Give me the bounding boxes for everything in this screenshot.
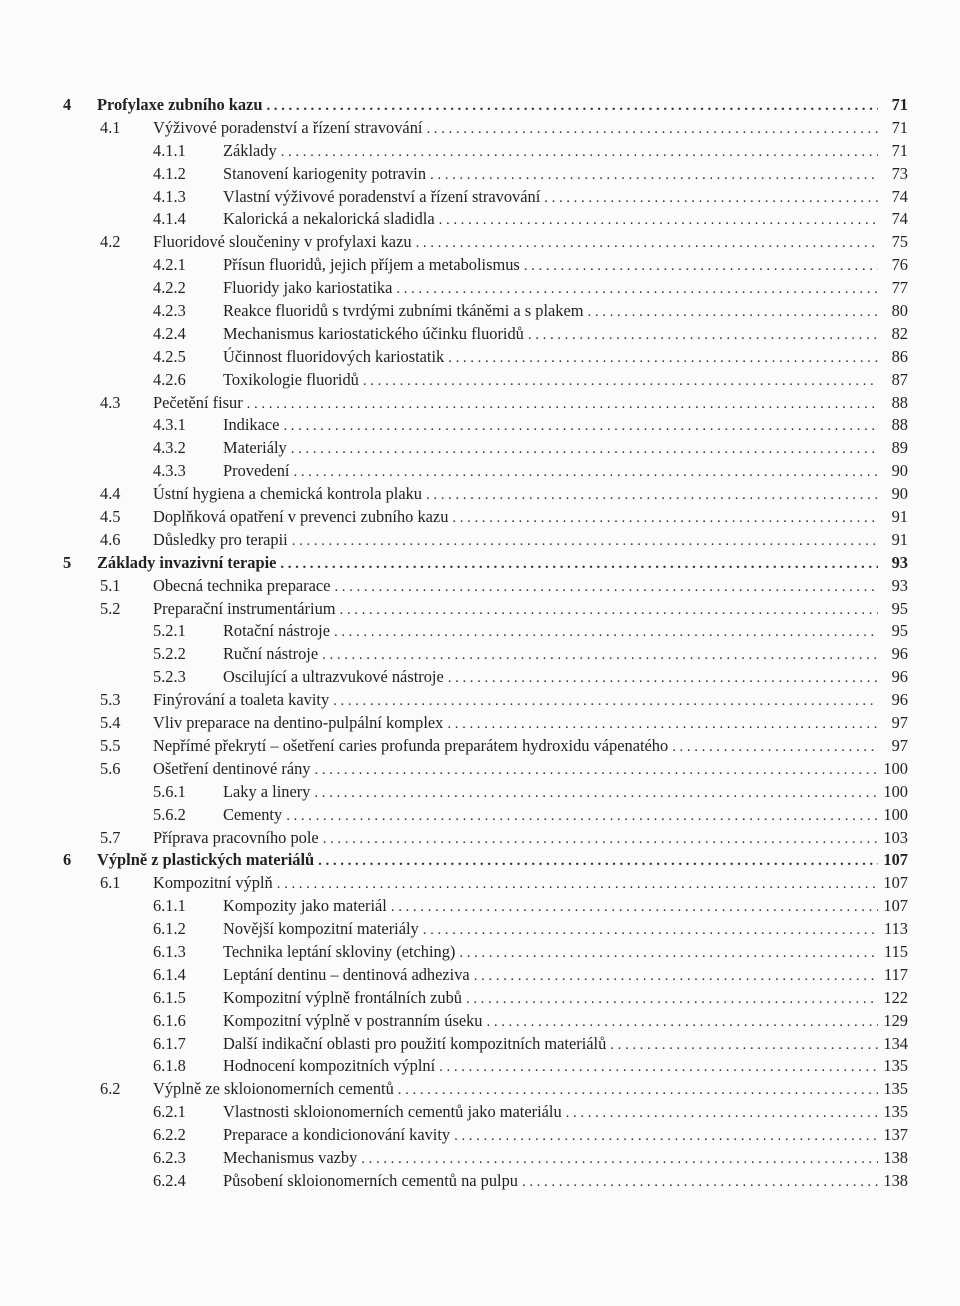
toc-entry-number: 4.5 — [100, 507, 121, 527]
toc-leader-dots — [610, 1034, 878, 1057]
toc-entry-title: Preparační instrumentárium — [153, 598, 336, 618]
toc-entry-page: 100 — [883, 758, 908, 778]
toc-leader-dots — [439, 209, 878, 232]
toc-entry-number: 4 — [63, 95, 72, 114]
toc-leader-dots — [566, 1102, 878, 1125]
toc-leader-dots — [416, 232, 878, 255]
toc-leader-dots — [363, 370, 878, 393]
toc-entry-title: Doplňková opatření v prevenci zubního kazu — [153, 507, 449, 527]
toc-entry-number: 6.2.3 — [153, 1147, 186, 1167]
toc-entry-page: 134 — [883, 1033, 908, 1053]
toc-leader-dots — [466, 988, 878, 1011]
toc-entry-title: Vlastní výživové poradenství a řízení stravování — [223, 186, 541, 206]
toc-leader-dots — [281, 141, 878, 164]
toc-entry-title: Stanovení kariogenity potravin — [223, 163, 427, 183]
toc-entry-page: 82 — [891, 323, 908, 343]
toc-entry-page: 93 — [891, 575, 908, 595]
toc-entry-page: 73 — [891, 163, 908, 183]
toc-entry-title-wrap — [223, 323, 878, 347]
toc-entry-title-wrap — [153, 598, 878, 622]
toc-leader-dots — [334, 576, 878, 599]
toc-entry-title: Oscilující a ultrazvukové nástroje — [223, 667, 444, 687]
toc-entry — [0, 254, 960, 277]
toc-entry-page: 97 — [891, 735, 908, 755]
toc-entry-page: 96 — [891, 644, 908, 664]
toc-entry-page: 107 — [883, 896, 908, 916]
toc-entry-page: 138 — [883, 1147, 908, 1167]
toc-leader-dots — [318, 850, 878, 873]
toc-entry-title-wrap — [223, 163, 878, 187]
toc-entry — [0, 620, 960, 643]
toc-leader-dots — [361, 1148, 878, 1171]
toc-entry-page: 76 — [891, 255, 908, 275]
toc-leader-dots — [322, 644, 878, 667]
toc-entry — [0, 1170, 960, 1193]
toc-entry-title: Ošetření dentinové rány — [153, 758, 311, 778]
toc-leader-dots — [291, 438, 878, 461]
table-of-contents — [0, 94, 960, 1193]
toc-entry-number: 5.6.1 — [153, 781, 186, 801]
toc-entry-number: 4.2.2 — [153, 278, 186, 298]
toc-entry-number: 6.1.1 — [153, 896, 186, 916]
toc-leader-dots — [588, 301, 878, 324]
toc-entry-title: Základy — [223, 140, 277, 160]
toc-entry-page: 71 — [891, 117, 908, 137]
toc-entry-title-wrap — [153, 712, 878, 736]
toc-entry-title: Kompozitní výplň — [153, 873, 273, 893]
toc-leader-dots — [293, 461, 878, 484]
toc-entry-page: 113 — [884, 919, 908, 939]
toc-entry-number: 5.2.2 — [153, 644, 186, 664]
toc-entry — [0, 552, 960, 575]
toc-entry-title: Přísun fluoridů, jejich příjem a metabolismus — [223, 255, 520, 275]
toc-entry — [0, 483, 960, 506]
toc-entry-number: 6.1.4 — [153, 964, 186, 984]
toc-entry-title-wrap — [153, 506, 878, 530]
toc-entry-title: Mechanismus vazby — [223, 1147, 358, 1167]
toc-entry-page: 129 — [883, 1010, 908, 1030]
toc-entry-title: Kompozity jako materiál — [223, 896, 387, 916]
toc-entry-page: 88 — [891, 392, 908, 412]
toc-entry-title-wrap — [153, 483, 878, 507]
toc-entry-page: 103 — [883, 827, 908, 847]
toc-entry — [0, 735, 960, 758]
toc-leader-dots — [323, 828, 878, 851]
toc-entry-title-wrap — [97, 94, 878, 118]
toc-entry-number: 5.7 — [100, 827, 121, 847]
toc-entry-number: 4.2.5 — [153, 346, 186, 366]
toc-leader-dots — [314, 782, 878, 805]
toc-entry-number: 5.1 — [100, 575, 121, 595]
toc-entry — [0, 506, 960, 529]
toc-entry — [0, 1055, 960, 1078]
toc-entry-title: Finýrování a toaleta kavity — [153, 690, 330, 710]
toc-entry-title-wrap — [223, 666, 878, 690]
toc-entry — [0, 94, 960, 117]
toc-entry-number: 6.1.3 — [153, 941, 186, 961]
toc-entry — [0, 895, 960, 918]
toc-entry-title: Příprava pracovního pole — [153, 827, 319, 847]
toc-leader-dots — [423, 919, 878, 942]
toc-leader-dots — [448, 347, 878, 370]
toc-entry — [0, 1033, 960, 1056]
toc-entry-page: 100 — [883, 804, 908, 824]
toc-entry — [0, 712, 960, 735]
toc-entry-title-wrap — [223, 1124, 878, 1148]
toc-entry-number: 4.6 — [100, 529, 121, 549]
toc-entry-title: Rotační nástroje — [223, 621, 330, 641]
toc-entry-page: 87 — [891, 369, 908, 389]
toc-leader-dots — [283, 415, 878, 438]
toc-entry — [0, 163, 960, 186]
toc-entry — [0, 964, 960, 987]
toc-entry-title-wrap — [223, 369, 878, 393]
toc-entry-page: 135 — [883, 1056, 908, 1076]
toc-entry-page: 96 — [891, 667, 908, 687]
toc-leader-dots — [398, 1079, 878, 1102]
toc-entry-page: 80 — [891, 301, 908, 321]
toc-entry-page: 77 — [891, 278, 908, 298]
toc-entry-title-wrap — [223, 277, 878, 301]
toc-entry — [0, 346, 960, 369]
toc-entry-title-wrap — [153, 392, 878, 416]
toc-entry-number: 4.2 — [100, 232, 121, 252]
toc-entry-title-wrap — [153, 529, 878, 553]
toc-entry-number: 4.1 — [100, 117, 121, 137]
toc-leader-dots — [277, 873, 878, 896]
toc-leader-dots — [286, 805, 878, 828]
toc-entry-number: 4.3.2 — [153, 438, 186, 458]
toc-entry-number: 6.2 — [100, 1079, 121, 1099]
toc-entry-number: 6.1.7 — [153, 1033, 186, 1053]
toc-entry-page: 135 — [883, 1079, 908, 1099]
toc-leader-dots — [334, 621, 878, 644]
toc-entry-number: 5.5 — [100, 735, 121, 755]
toc-entry — [0, 872, 960, 895]
toc-entry-page: 91 — [891, 529, 908, 549]
toc-entry-title: Toxikologie fluoridů — [223, 369, 359, 389]
toc-entry-title-wrap — [223, 781, 878, 805]
toc-entry-number: 6 — [63, 850, 72, 870]
toc-entry-number: 4.1.2 — [153, 163, 186, 183]
toc-entry-title: Indikace — [223, 415, 280, 435]
toc-entry-title-wrap — [223, 254, 878, 278]
toc-entry — [0, 186, 960, 209]
toc-entry-title: Novější kompozitní materiály — [223, 919, 419, 939]
toc-entry — [0, 666, 960, 689]
toc-entry — [0, 1078, 960, 1101]
toc-leader-dots — [426, 118, 878, 141]
toc-leader-dots — [396, 278, 878, 301]
toc-entry-title: Ústní hygiena a chemická kontrola plaku — [153, 484, 422, 504]
toc-entry — [0, 277, 960, 300]
toc-entry-title-wrap — [223, 895, 878, 919]
toc-entry-title: Základy invazivní terapie — [97, 552, 277, 572]
toc-entry-title-wrap — [223, 300, 878, 324]
toc-entry-title-wrap — [223, 140, 878, 164]
toc-entry — [0, 392, 960, 415]
toc-leader-dots — [672, 736, 878, 759]
toc-entry-number: 5.2.3 — [153, 667, 186, 687]
toc-entry-title: Profylaxe zubního kazu — [97, 95, 263, 114]
toc-entry-number: 4.4 — [100, 484, 121, 504]
toc-entry — [0, 987, 960, 1010]
toc-entry — [0, 689, 960, 712]
toc-leader-dots — [314, 759, 878, 782]
toc-entry-title: Hodnocení kompozitních výplní — [223, 1056, 436, 1076]
toc-entry-page: 95 — [891, 598, 908, 618]
toc-entry — [0, 575, 960, 598]
toc-entry-title-wrap — [97, 552, 878, 576]
toc-entry — [0, 758, 960, 781]
toc-entry-page: 137 — [883, 1125, 908, 1145]
toc-entry-title: Pečetění fisur — [153, 392, 243, 412]
toc-entry-title: Kompozitní výplně v postranním úseku — [223, 1010, 483, 1030]
toc-entry — [0, 1010, 960, 1033]
toc-entry — [0, 208, 960, 231]
toc-entry-title: Materiály — [223, 438, 287, 458]
toc-entry-title: Výplně ze skloionomerních cementů — [153, 1079, 394, 1099]
toc-entry-title: Kalorická a nekalorická sladidla — [223, 209, 435, 229]
toc-entry-title: Technika leptání skloviny (etching) — [223, 941, 456, 961]
toc-entry — [0, 437, 960, 460]
toc-entry-number: 4.2.3 — [153, 301, 186, 321]
toc-leader-dots — [528, 324, 878, 347]
toc-entry-number: 6.1.6 — [153, 1010, 186, 1030]
toc-entry-page: 97 — [891, 713, 908, 733]
toc-entry-number: 5.2 — [100, 598, 121, 618]
toc-entry-title: Působení skloionomerních cementů na pulpu — [223, 1170, 518, 1190]
toc-leader-dots — [292, 530, 878, 553]
toc-leader-dots — [426, 484, 878, 507]
toc-entry — [0, 781, 960, 804]
toc-entry-number: 6.1.2 — [153, 919, 186, 939]
toc-entry — [0, 323, 960, 346]
toc-leader-dots — [439, 1056, 878, 1079]
toc-entry-page: 74 — [891, 186, 908, 206]
toc-entry-number: 6.2.4 — [153, 1170, 186, 1190]
toc-entry — [0, 369, 960, 392]
toc-entry-title: Vliv preparace na dentino-pulpální komplex — [153, 713, 444, 733]
toc-entry-page: 91 — [891, 507, 908, 527]
toc-entry-title-wrap — [223, 1033, 878, 1057]
toc-entry-title: Ruční nástroje — [223, 644, 319, 664]
toc-entry-number: 6.2.1 — [153, 1102, 186, 1122]
toc-entry-page: 90 — [891, 484, 908, 504]
toc-entry-page: 88 — [891, 415, 908, 435]
toc-entry-page: 96 — [891, 690, 908, 710]
toc-entry-title-wrap — [223, 1055, 878, 1079]
toc-entry-number: 6.2.2 — [153, 1125, 186, 1145]
toc-entry-title-wrap — [223, 987, 878, 1011]
toc-entry-page: 75 — [891, 232, 908, 252]
toc-entry-title: Fluoridové sloučeniny v profylaxi kazu — [153, 232, 412, 252]
toc-entry-number: 4.3.3 — [153, 461, 186, 481]
toc-entry-page: 117 — [884, 964, 908, 984]
toc-entry-title-wrap — [223, 346, 878, 370]
toc-entry-page: 71 — [891, 140, 908, 160]
toc-leader-dots — [452, 507, 878, 530]
toc-entry-title-wrap — [153, 758, 878, 782]
toc-leader-dots — [391, 896, 878, 919]
toc-entry-title: Kompozitní výplně frontálních zubů — [223, 987, 462, 1007]
toc-entry-title: Provedení — [223, 461, 290, 481]
toc-leader-dots — [447, 713, 878, 736]
toc-entry-title: Reakce fluoridů s tvrdými zubními tkáněmi a s plakem — [223, 301, 584, 321]
toc-entry — [0, 231, 960, 254]
toc-entry — [0, 140, 960, 163]
toc-entry — [0, 1147, 960, 1170]
toc-leader-dots — [524, 255, 878, 278]
toc-entry-title: Účinnost fluoridových kariostatik — [223, 346, 445, 366]
toc-entry-title-wrap — [223, 414, 878, 438]
toc-entry-number: 6.1.8 — [153, 1056, 186, 1076]
toc-entry — [0, 1101, 960, 1124]
toc-leader-dots — [280, 553, 878, 576]
toc-entry-page: 138 — [883, 1170, 908, 1190]
toc-entry — [0, 849, 960, 872]
toc-entry-number: 4.1.1 — [153, 140, 186, 160]
toc-entry-title-wrap — [223, 643, 878, 667]
toc-entry-title-wrap — [153, 872, 878, 896]
toc-entry-number: 5.2.1 — [153, 621, 186, 641]
toc-entry-title: Mechanismus kariostatického účinku fluoridů — [223, 323, 524, 343]
toc-entry-title: Výplně z plastických materiálů — [97, 850, 315, 870]
toc-entry-number: 4.1.4 — [153, 209, 186, 229]
toc-entry — [0, 598, 960, 621]
toc-entry — [0, 941, 960, 964]
toc-entry-title-wrap — [223, 1010, 878, 1034]
toc-entry-title-wrap — [223, 1147, 878, 1171]
toc-entry-page: 122 — [883, 987, 908, 1007]
toc-entry-title: Preparace a kondicionování kavity — [223, 1125, 451, 1145]
toc-leader-dots — [454, 1125, 878, 1148]
toc-entry-page: 90 — [891, 461, 908, 481]
toc-entry-title: Výživové poradenství a řízení stravování — [153, 117, 423, 137]
toc-entry-title-wrap — [97, 849, 878, 873]
toc-entry-number: 4.2.1 — [153, 255, 186, 275]
toc-entry-title-wrap — [223, 208, 878, 232]
toc-entry-page: 86 — [891, 346, 908, 366]
toc-entry — [0, 804, 960, 827]
toc-entry-title: Cementy — [223, 804, 283, 824]
toc-entry — [0, 1124, 960, 1147]
toc-entry-title-wrap — [153, 575, 878, 599]
toc-entry-number: 4.1.3 — [153, 186, 186, 206]
toc-entry-title-wrap — [223, 1170, 878, 1194]
toc-entry-title: Vlastnosti skloionomerních cementů jako materiálu — [223, 1102, 562, 1122]
toc-entry-title: Leptání dentinu – dentinová adheziva — [223, 964, 470, 984]
toc-entry-number: 5.4 — [100, 713, 121, 733]
toc-entry — [0, 827, 960, 850]
toc-leader-dots — [430, 164, 878, 187]
toc-entry-title-wrap — [153, 117, 878, 141]
toc-entry-number: 5.6.2 — [153, 804, 186, 824]
toc-entry-title-wrap — [223, 918, 878, 942]
toc-entry-number: 5.6 — [100, 758, 121, 778]
toc-entry-page: 89 — [891, 438, 908, 458]
toc-entry-title-wrap — [153, 1078, 878, 1102]
toc-entry-number: 5 — [63, 552, 72, 572]
toc-leader-dots — [448, 667, 878, 690]
toc-entry — [0, 643, 960, 666]
toc-leader-dots — [544, 187, 878, 210]
toc-entry-number: 4.3 — [100, 392, 121, 412]
toc-entry-title-wrap — [223, 964, 878, 988]
toc-entry-title: Důsledky pro terapii — [153, 529, 288, 549]
toc-leader-dots — [340, 599, 878, 622]
toc-entry-title-wrap — [223, 437, 878, 461]
toc-entry-title: Obecná technika preparace — [153, 575, 331, 595]
toc-entry-page: 135 — [883, 1102, 908, 1122]
toc-leader-dots — [522, 1171, 878, 1194]
toc-entry — [0, 918, 960, 941]
toc-entry-page: 95 — [891, 621, 908, 641]
toc-entry-title: Další indikační oblasti pro použití kompozitních materiálů — [223, 1033, 607, 1053]
toc-entry — [0, 529, 960, 552]
toc-entry-title-wrap — [223, 460, 878, 484]
toc-entry — [0, 300, 960, 323]
toc-entry-number: 5.3 — [100, 690, 121, 710]
toc-entry-page: 107 — [883, 850, 908, 870]
toc-entry-page: 115 — [884, 941, 908, 961]
toc-entry-title-wrap — [223, 804, 878, 828]
toc-entry-title-wrap — [153, 735, 878, 759]
toc-entry-title: Nepřímé překrytí – ošetření caries profunda preparátem hydroxidu vápenatého — [153, 735, 669, 755]
toc-leader-dots — [474, 965, 878, 988]
toc-entry-page: 100 — [883, 781, 908, 801]
toc-entry-page: 74 — [891, 209, 908, 229]
toc-entry-title-wrap — [153, 689, 878, 713]
toc-entry-title: Fluoridy jako kariostatika — [223, 278, 393, 298]
toc-entry-title-wrap — [223, 620, 878, 644]
toc-leader-dots — [266, 95, 878, 118]
toc-leader-dots — [247, 393, 878, 416]
toc-entry-title-wrap — [223, 1101, 878, 1125]
toc-entry — [0, 117, 960, 140]
toc-entry-number: 4.2.4 — [153, 323, 186, 343]
toc-entry-title: Laky a linery — [223, 781, 311, 801]
toc-entry-number: 4.2.6 — [153, 369, 186, 389]
toc-entry-page: 107 — [883, 873, 908, 893]
toc-entry-title-wrap — [153, 231, 878, 255]
toc-entry-number: 6.1.5 — [153, 987, 186, 1007]
toc-entry-title-wrap — [223, 941, 878, 965]
toc-leader-dots — [487, 1011, 879, 1034]
toc-entry — [0, 414, 960, 437]
toc-entry-page: 71 — [891, 95, 908, 114]
toc-entry-page: 93 — [891, 552, 908, 572]
toc-leader-dots — [333, 690, 878, 713]
toc-entry — [0, 460, 960, 483]
toc-entry-title-wrap — [223, 186, 878, 210]
toc-entry-title-wrap — [153, 827, 878, 851]
toc-entry-number: 6.1 — [100, 873, 121, 893]
toc-entry-number: 4.3.1 — [153, 415, 186, 435]
toc-leader-dots — [459, 942, 878, 965]
